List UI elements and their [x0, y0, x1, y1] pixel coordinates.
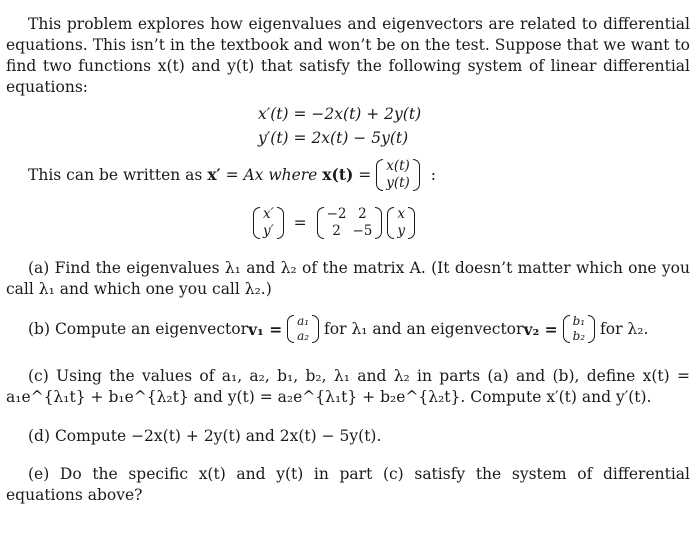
- equation-x-prime: x′(t) = −2x(t) + 2y(t): [258, 105, 422, 123]
- x-vector-bottom: y(t): [386, 175, 410, 191]
- x-of-t-symbol: x(t): [322, 165, 354, 184]
- v1-label: v₁ =: [248, 319, 283, 339]
- part-b-lead: (b) Compute an eigenvector: [28, 319, 249, 338]
- matrix-equals: =: [293, 213, 307, 232]
- rhs-bottom: y: [397, 223, 405, 239]
- written-as-lead: This can be written as: [28, 166, 208, 184]
- equation-y-prime: y′(t) = 2x(t) − 5y(t): [258, 129, 409, 147]
- A-21: 2: [332, 223, 341, 239]
- part-c: (c) Using the values of a₁, a₂, b₁, b₂, λ₁ and λ₂ in parts (a) and (b), define x(t) = a₁e^{λ₁t} + b₁e^{λ₂t} and y(t) = a₂e^{λ₁t} + b₂e^{λ₂t}. Compute x′(t) and y′(t).: [6, 367, 690, 406]
- v2-top: b₁: [572, 314, 586, 328]
- lhs-top: x′: [263, 206, 274, 222]
- x-prime-symbol: x′: [207, 165, 221, 184]
- equals-sign: =: [353, 166, 372, 184]
- intro-paragraph: This problem explores how eigenvalues and eigenvectors are related to differential equations. This isn’t in the textbook and won’t be on the test. Suppose that we want to find two functions x(t) and y(t) that satisfy the following system of linear differential equations:: [6, 15, 690, 96]
- part-e: (e) Do the specific x(t) and y(t) in part (c) satisfy the system of differential equations above?: [6, 465, 690, 504]
- part-d: (d) Compute −2x(t) + 2y(t) and 2x(t) − 5y(t).: [28, 427, 382, 445]
- v1-bottom: a₂: [297, 329, 310, 343]
- A-22: −5: [352, 223, 373, 239]
- A-11: −2: [326, 206, 347, 222]
- part-a: (a) Find the eigenvalues λ₁ and λ₂ of the matrix A. (It doesn’t matter which one you call λ₁ and which one you call λ₂.): [6, 259, 690, 298]
- part-b-mid: for λ₁ and an eigenvector: [324, 319, 524, 338]
- rhs-top: x: [397, 206, 405, 222]
- matrix-equation: [253, 206, 415, 240]
- A-12: 2: [358, 206, 367, 222]
- lhs-bottom: y′: [263, 223, 274, 239]
- x-vector-top: x(t): [386, 158, 410, 174]
- written-as-mid: = Ax where: [220, 166, 323, 184]
- v2-label: v₂ =: [523, 319, 558, 339]
- v1-vector: [287, 314, 319, 344]
- rhs-vector: [387, 206, 415, 240]
- v2-vector: [563, 314, 596, 344]
- x-vector: [376, 158, 420, 192]
- v2-bottom: b₂: [572, 329, 586, 343]
- matrix-A: [317, 206, 383, 240]
- written-as-line: [28, 158, 436, 192]
- colon: :: [430, 165, 436, 184]
- v1-top: a₁: [297, 314, 310, 328]
- part-b-tail: for λ₂.: [600, 319, 649, 338]
- part-b: [28, 314, 648, 344]
- lhs-vector: [253, 206, 284, 240]
